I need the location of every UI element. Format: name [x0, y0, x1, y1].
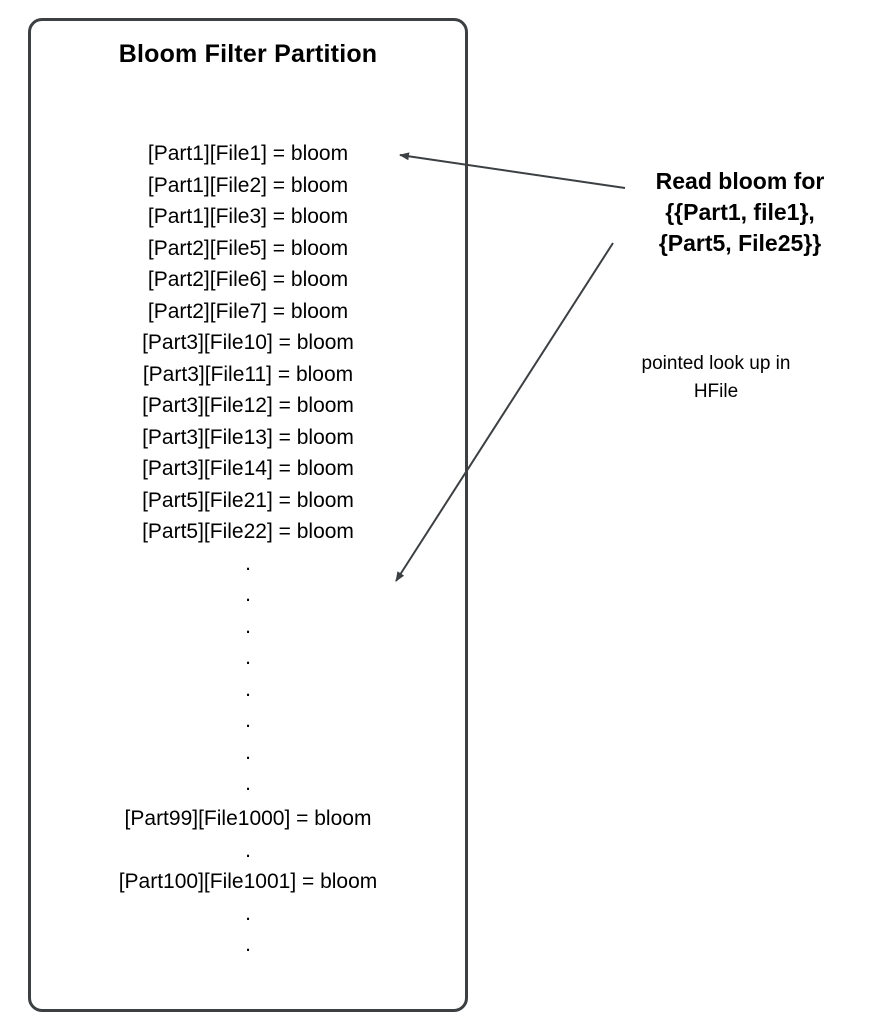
ellipsis-dot: .: [245, 614, 251, 638]
list-item: [Part3][File13] = bloom: [142, 425, 354, 449]
read-bloom-annotation: [600, 166, 880, 259]
pointed-lookup-line-2: HFile: [693, 381, 739, 402]
pointed-lookup-line-1: pointed look up in: [641, 353, 791, 374]
ellipsis-dot: .: [245, 646, 251, 669]
pointed-lookup-annotation: [566, 350, 866, 406]
list-item: [Part3][File12] = bloom: [142, 394, 354, 417]
list-item: [Part1][File1] = bloom: [147, 142, 349, 165]
list-item: [Part1][File3] = bloom: [147, 205, 349, 228]
list-item: [Part3][File10] = bloom: [142, 331, 354, 354]
bloom-entry-tail-list: [28, 803, 468, 960]
list-item: [Part100][File1001] = bloom: [118, 870, 378, 893]
list-item: [Part5][File21] = bloom: [142, 488, 354, 512]
bloom-entry-list: [28, 138, 468, 800]
ellipsis-dot: .: [245, 772, 251, 795]
ellipsis-dot: .: [245, 933, 251, 956]
list-item: [Part2][File6] = bloom: [147, 268, 349, 291]
read-bloom-line-1: Read bloom for: [655, 168, 825, 194]
ellipsis-dot: .: [245, 583, 251, 606]
list-item: [Part1][File2] = bloom: [147, 173, 349, 197]
read-bloom-line-2: {{Part1, file1},: [665, 199, 815, 225]
ellipsis-dot: .: [245, 677, 251, 701]
read-bloom-line-3: {Part5, File25}}: [658, 230, 822, 256]
list-item: [Part3][File14] = bloom: [142, 457, 354, 480]
ellipsis-dot: .: [245, 740, 251, 764]
list-item: [Part2][File5] = bloom: [147, 236, 349, 260]
ellipsis-dot: .: [245, 551, 251, 575]
ellipsis-dot: .: [245, 839, 251, 862]
page-title: Bloom Filter Partition: [118, 40, 378, 68]
list-item: [Part99][File1000] = bloom: [124, 807, 372, 830]
list-item: [Part2][File7] = bloom: [147, 299, 349, 323]
ellipsis-dot: .: [245, 709, 251, 732]
ellipsis-dot: .: [245, 902, 251, 925]
list-item: [Part5][File22] = bloom: [142, 520, 354, 543]
list-item: [Part3][File11] = bloom: [142, 362, 354, 386]
